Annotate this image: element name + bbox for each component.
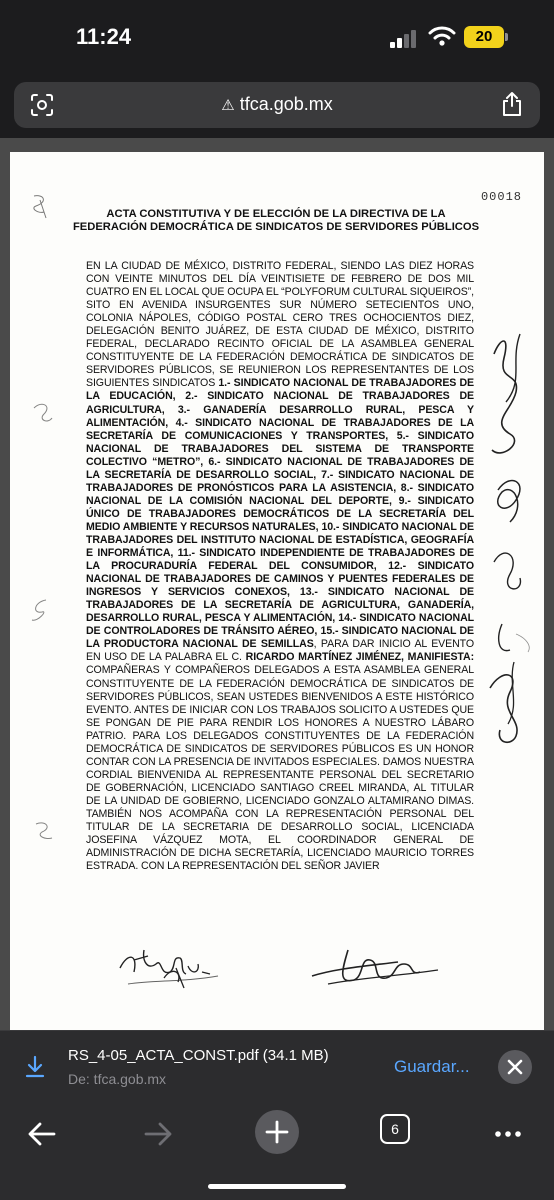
download-icon bbox=[24, 1055, 46, 1079]
bottom-left-signature bbox=[114, 942, 224, 994]
url-display[interactable] bbox=[14, 94, 540, 115]
body-segment: COMPAÑERAS Y COMPAÑEROS DELEGADOS A ESTA ASAMBLEA GENERAL CONSTITUYENTE DE LA FEDERACIÓN DEMOCRÁTICA DE SINDICATOS DE SERVIDORES PÚBLICOS, SEAN USTEDES BIENVENIDOS A ESTE HISTÓRICO EVENTO. ANTES DE INICIAR CON LOS TRABAJOS SOLICITO A USTEDES QUE SE PONGAN DE PIE PARA RENDIR LOS HONORES A NUESTRO LÁBARO PATRIO. PARA LOS DELEGADOS CONSTITUYENTES DE LA FEDERACIÓN DEMOCRÁTICA DE SINDICATOS DE SERVIDORES PÚBLICOS ES UN HONOR CONTAR CON LA PRESENCIA DE INVITADOS ESPECIALES. DAMOS NUESTRA CORDIAL BIENVENIDA AL REPRESENTANTE PERSONAL DEL SECRETARIO DE GOBERNACIÓN, LICENCIADO SANTIAGO CREEL MIRANDA, AL TITULAR DE LA UNIDAD DE GOBIERNO, LICENCIADO GONZALO ALTAMIRANO DIMAS. TAMBIÉN NOS ACOMPAÑA CON LA REPRESENTACIÓN PERSONAL DEL TITULAR DE LA SECRETARIA DE DESARROLLO SOCIAL, LICENCIADA JOSEFINA VÁZQUEZ MOTA, EL COORDINADOR GENERAL DE ADMINISTRACIÓN DE DICHA SECRETARÍA, LICENCIADO MAURICIO TORRES ESTRADA. CON LA REPRESENTACIÓN DEL SEÑOR JAVIER bbox=[86, 664, 474, 873]
plus-icon bbox=[255, 1110, 299, 1154]
page-number: 00018 bbox=[480, 190, 522, 204]
battery-tip bbox=[505, 33, 508, 41]
new-tab-button[interactable] bbox=[255, 1110, 299, 1154]
body-segment-bold: 1.- SINDICATO NACIONAL DE TRABAJADORES DE LA EDUCACIÓN, 2.- SINDICATO NACIONAL DE TRABAJADORES DE AGRICULTURA, 3.- GANADERÍA DESARROLLO RURAL, PESCA Y ALIMENTACIÓN, 4.- SINDICATO NACIONAL DE TRABAJADORES DE LA SECRETARÍA DE COMUNICACIONES Y TRANSPORTES, 5.- SINDICATO NACIONAL DE TRABAJADORES DEL SISTEMA DE TRANSPORTE COLECTIVO “METRO”, 6.- SINDICATO NACIONAL DE TRABAJADORES DE LA SECRETARÍA DE DESARROLLO SOCIAL, 7.- SINDICATO NACIONAL DE TRABAJADORES DE PRONÓSTICOS PARA LA ASISTENCIA, 8.- SINDICATO NACIONAL DE LA COMISIÓN NACIONAL DEL DEPORTE, 9.- SINDICATO ÚNICO DE TRABAJADORES DEMOCRÁTICOS DE LA SECRETARÍA DEL MEDIO AMBIENTE Y RECURSOS NATURALES, 10.- SINDICATO NACIONAL DE TRABAJADORES DEL INSTITUTO NACIONAL DE ESTADÍSTICA, GEOGRAFÍA E INFORMÁTICA, 11.- SINDICATO INDEPENDIENTE DE TRABAJADORES DE LA PROCURADURÍA FEDERAL DEL CONSUMIDOR, 12.- SINDICATO NACIONAL DE TRABAJADORES DE CAMINOS Y PUENTES FEDERALES DE INGRESOS Y SERVICIOS CONEXOS, 13.- SINDICATO NACIONAL DE TRABAJADORES DE LA SECRETARÍA DE AGRICULTURA, GANADERÍA, DESARROLLO RURAL, PESCA Y ALIMENTACIÓN, 14.- SINDICATO NACIONAL DE CONTROLADORES DE TRÁNSITO AÉREO, 15.- SINDICATO NACIONAL DE LA PRODUCTORA NACIONAL DE SEMILLAS bbox=[86, 377, 474, 651]
document-title: ACTA CONSTITUTIVA Y DE ELECCIÓN DE LA DIRECTIVA DE LA FEDERACIÓN DEMOCRÁTICA DE SINDICATOS DE SERVIDORES PÚBLICOS bbox=[72, 208, 480, 233]
address-bar[interactable] bbox=[14, 82, 540, 128]
tab-switcher-button[interactable]: 6 bbox=[380, 1114, 410, 1144]
body-segment: EN LA CIUDAD DE MÉXICO, DISTRITO FEDERAL, SIENDO LAS DIEZ HORAS CON VEINTE MINUTOS DEL DÍA VEINTISIETE DE FEBRERO DE DOS MIL CUATRO EN EL LOCAL QUE OCUPA EL “POLYFORUM CULTURAL SIQUEIROS”, SITO EN AVENIDA INSURGENTES SUR NÚMERO SETECIENTOS UNO, COLONIA NÁPOLES, CÓDIGO POSTAL CERO TRES OCHOCIENTOS DIEZ, DELEGACIÓN BENITO JUÁREZ, DE ESTA CIUDAD DE MÉXICO, DISTRITO FEDERAL, DECLARADO RECINTO OFICIAL DE LA ASAMBLEA GENERAL CONSTITUYENTE DE LA FEDERACIÓN DEMOCRÁTICA DE SINDICATOS DE SERVIDORES PÚBLICOS, SE REUNIERON LOS REPRESENTANTES DE LOS SIGUIENTES SINDICATOS bbox=[86, 260, 474, 390]
pdf-page bbox=[10, 152, 544, 1030]
body-segment: , PARA DAR INICIO AL EVENTO EN USO DE LA PALABRA EL C. bbox=[86, 638, 474, 664]
margin-initial-mark bbox=[26, 596, 56, 626]
margin-initial-mark bbox=[30, 816, 60, 846]
save-button[interactable]: Guardar... bbox=[394, 1057, 470, 1076]
right-margin-signatures bbox=[480, 332, 540, 752]
bottom-right-signature bbox=[308, 940, 448, 994]
download-bar bbox=[0, 1030, 554, 1102]
warning-icon: ⚠ bbox=[221, 97, 235, 114]
forward-arrow-icon[interactable] bbox=[136, 1112, 180, 1156]
home-indicator bbox=[208, 1184, 346, 1189]
back-arrow-icon[interactable] bbox=[20, 1112, 64, 1156]
url-text: tfca.gob.mx bbox=[239, 94, 333, 114]
close-icon bbox=[498, 1050, 532, 1084]
pdf-viewer[interactable] bbox=[0, 138, 554, 1030]
status-time: 11:24 bbox=[76, 24, 132, 49]
wifi-icon bbox=[428, 25, 456, 47]
battery-indicator: 20 bbox=[464, 26, 504, 48]
share-icon[interactable] bbox=[500, 91, 524, 117]
document-body bbox=[86, 260, 474, 873]
body-segment-bold: RICARDO MARTÍNEZ JIMÉNEZ, MANIFIESTA: bbox=[245, 651, 474, 664]
close-download-button[interactable] bbox=[498, 1050, 532, 1084]
cellular-signal-icon bbox=[390, 30, 420, 48]
download-source: De: tfca.gob.mx bbox=[68, 1071, 167, 1087]
margin-initial-mark bbox=[26, 192, 56, 222]
more-options-icon[interactable] bbox=[486, 1112, 530, 1156]
download-filename: RS_4-05_ACTA_CONST.pdf (34.1 MB) bbox=[68, 1047, 329, 1064]
margin-initial-mark bbox=[28, 398, 58, 428]
status-bar bbox=[0, 0, 554, 76]
